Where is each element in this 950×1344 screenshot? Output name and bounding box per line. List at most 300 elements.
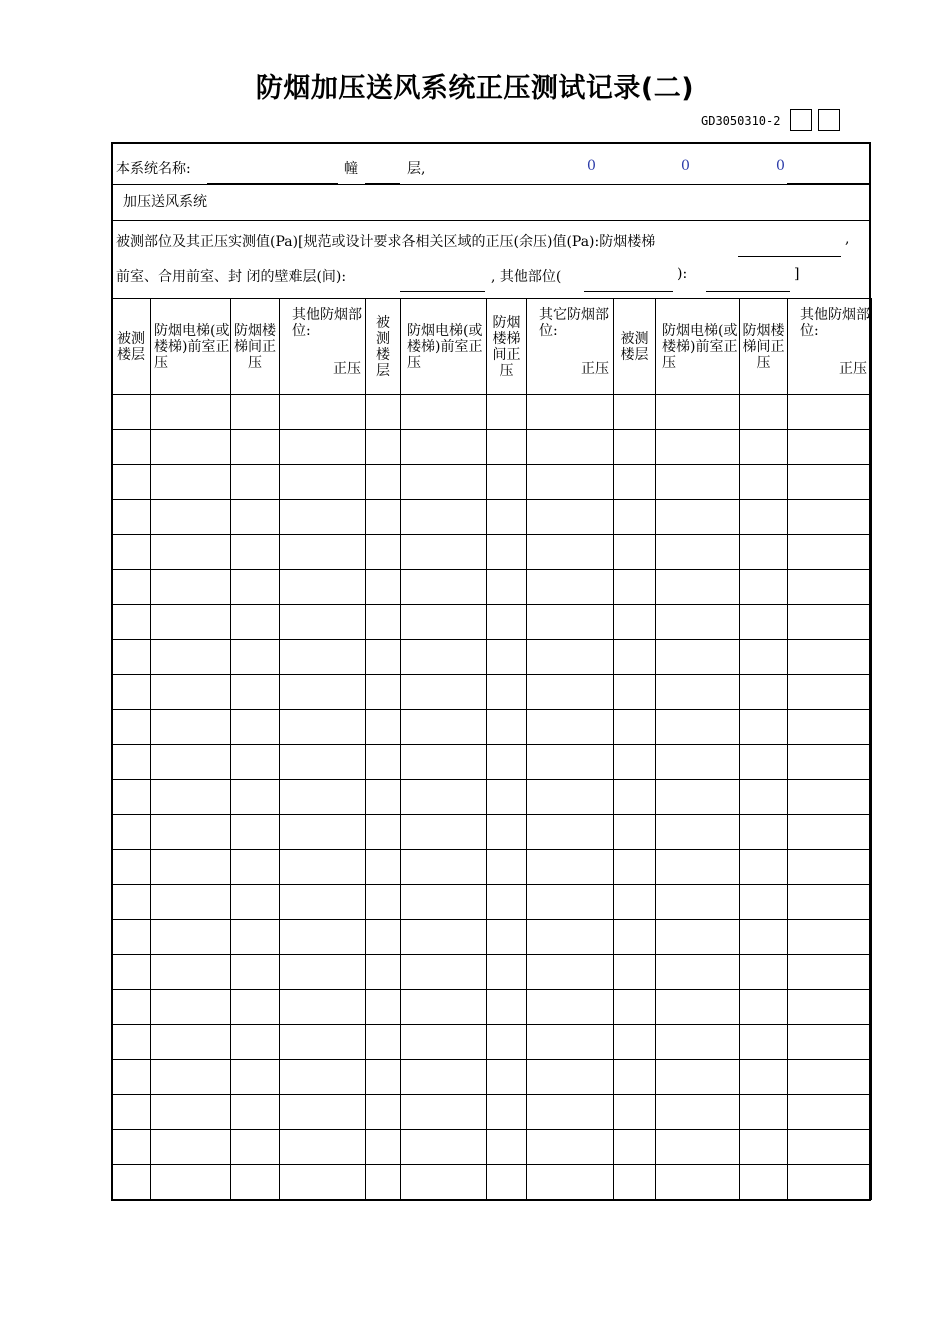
table-cell[interactable] (151, 745, 231, 780)
table-cell[interactable] (231, 815, 280, 850)
other-part-name-field[interactable] (584, 291, 673, 292)
table-cell[interactable] (366, 710, 401, 745)
table-cell[interactable] (487, 1095, 527, 1130)
form-code: GD3050310-2 (701, 114, 781, 128)
table-cell[interactable] (487, 885, 527, 920)
table-cell[interactable] (280, 710, 366, 745)
table-cell[interactable] (151, 710, 231, 745)
table-cell[interactable] (112, 640, 151, 675)
table-cell[interactable] (614, 1165, 656, 1200)
table-cell[interactable] (740, 745, 788, 780)
table-cell[interactable] (656, 605, 740, 640)
table-cell[interactable] (487, 780, 527, 815)
table-cell[interactable] (366, 1060, 401, 1095)
table-cell[interactable] (231, 780, 280, 815)
divider-2 (111, 220, 871, 221)
table-cell[interactable] (280, 955, 366, 990)
table-cell[interactable] (740, 955, 788, 990)
table-cell[interactable] (151, 465, 231, 500)
table-cell[interactable] (614, 535, 656, 570)
table-cell[interactable] (487, 430, 527, 465)
table-cell[interactable] (788, 430, 872, 465)
table-cell[interactable] (280, 675, 366, 710)
table-cell[interactable] (656, 465, 740, 500)
table-cell[interactable] (280, 430, 366, 465)
table-cell[interactable] (656, 570, 740, 605)
table-cell[interactable] (788, 640, 872, 675)
table-cell[interactable] (527, 1025, 614, 1060)
table-cell[interactable] (366, 955, 401, 990)
table-cell[interactable] (527, 850, 614, 885)
table-cell[interactable] (740, 430, 788, 465)
table-cell[interactable] (280, 535, 366, 570)
table-cell[interactable] (527, 430, 614, 465)
table-cell[interactable] (656, 1165, 740, 1200)
table-cell[interactable] (656, 850, 740, 885)
table-cell[interactable] (788, 990, 872, 1025)
table-cell[interactable] (401, 395, 487, 430)
table-cell[interactable] (614, 465, 656, 500)
table-cell[interactable] (788, 465, 872, 500)
table-cell[interactable] (112, 745, 151, 780)
table-cell[interactable] (151, 570, 231, 605)
system-name-label: 本系统名称: (116, 161, 191, 177)
table-cell[interactable] (788, 570, 872, 605)
table-cell[interactable] (401, 500, 487, 535)
table-cell[interactable] (151, 395, 231, 430)
table-cell[interactable] (614, 1060, 656, 1095)
table-cell[interactable] (614, 395, 656, 430)
table-cell[interactable] (788, 745, 872, 780)
table-cell[interactable] (656, 920, 740, 955)
table-cell[interactable] (112, 955, 151, 990)
building-field[interactable] (365, 183, 400, 184)
table-cell[interactable] (788, 1165, 872, 1200)
table-cell[interactable] (151, 535, 231, 570)
table-cell[interactable] (656, 1060, 740, 1095)
table-cell[interactable] (112, 885, 151, 920)
table-cell[interactable] (231, 605, 280, 640)
table-cell[interactable] (112, 570, 151, 605)
anteroom-field[interactable] (400, 291, 485, 292)
table-cell[interactable] (487, 710, 527, 745)
table-cell[interactable] (527, 605, 614, 640)
table-cell[interactable] (740, 500, 788, 535)
table-cell[interactable] (487, 850, 527, 885)
table-cell[interactable] (401, 465, 487, 500)
table-cell[interactable] (656, 1095, 740, 1130)
table-cell[interactable] (487, 1060, 527, 1095)
table-cell[interactable] (366, 920, 401, 955)
table-cell[interactable] (231, 990, 280, 1025)
table-cell[interactable] (112, 430, 151, 465)
table-row (112, 570, 872, 605)
table-cell[interactable] (614, 990, 656, 1025)
table-cell[interactable] (614, 640, 656, 675)
table-cell[interactable] (487, 1025, 527, 1060)
table-cell[interactable] (740, 780, 788, 815)
table-cell[interactable] (487, 395, 527, 430)
table-cell[interactable] (656, 710, 740, 745)
table-cell[interactable] (280, 1025, 366, 1060)
table-cell[interactable] (280, 920, 366, 955)
table-cell[interactable] (788, 1095, 872, 1130)
table-cell[interactable] (527, 920, 614, 955)
table-cell[interactable] (280, 570, 366, 605)
table-cell[interactable] (788, 1025, 872, 1060)
table-cell[interactable] (656, 500, 740, 535)
system-name-field[interactable] (207, 183, 338, 184)
system-extra-field[interactable] (787, 183, 869, 184)
table-cell[interactable] (280, 1165, 366, 1200)
table-cell[interactable] (614, 500, 656, 535)
table-cell[interactable] (788, 500, 872, 535)
table-cell[interactable] (487, 605, 527, 640)
table-cell[interactable] (788, 710, 872, 745)
table-cell[interactable] (112, 920, 151, 955)
table-cell[interactable] (112, 990, 151, 1025)
table-cell[interactable] (280, 990, 366, 1025)
table-cell[interactable] (401, 885, 487, 920)
table-cell[interactable] (366, 570, 401, 605)
table-cell[interactable] (280, 745, 366, 780)
table-cell[interactable] (231, 535, 280, 570)
table-cell[interactable] (656, 815, 740, 850)
table-cell[interactable] (280, 885, 366, 920)
table-cell[interactable] (527, 535, 614, 570)
table-cell[interactable] (527, 640, 614, 675)
table-cell[interactable] (740, 640, 788, 675)
table-cell[interactable] (401, 850, 487, 885)
table-cell[interactable] (366, 1025, 401, 1060)
table-cell[interactable] (487, 1165, 527, 1200)
table-cell[interactable] (614, 920, 656, 955)
table-cell[interactable] (151, 500, 231, 535)
table-cell[interactable] (366, 990, 401, 1025)
table-cell[interactable] (401, 605, 487, 640)
table-cell[interactable] (151, 990, 231, 1025)
table-cell[interactable] (487, 1130, 527, 1165)
table-cell[interactable] (740, 675, 788, 710)
table-cell[interactable] (112, 1130, 151, 1165)
table-cell[interactable] (656, 675, 740, 710)
table-cell[interactable] (231, 1130, 280, 1165)
table-cell[interactable] (151, 955, 231, 990)
code-box-2[interactable] (818, 109, 840, 131)
table-cell[interactable] (151, 605, 231, 640)
table-cell[interactable] (231, 1165, 280, 1200)
table-cell[interactable] (231, 465, 280, 500)
table-cell[interactable] (366, 640, 401, 675)
table-cell[interactable] (614, 710, 656, 745)
table-cell[interactable] (788, 885, 872, 920)
table-cell[interactable] (527, 1095, 614, 1130)
table-cell[interactable] (788, 605, 872, 640)
table-cell[interactable] (527, 710, 614, 745)
table-cell[interactable] (151, 1060, 231, 1095)
table-cell[interactable] (614, 1025, 656, 1060)
table-cell[interactable] (527, 465, 614, 500)
table-cell[interactable] (151, 430, 231, 465)
table-cell[interactable] (740, 710, 788, 745)
table-cell[interactable] (527, 570, 614, 605)
table-cell[interactable] (788, 395, 872, 430)
table-cell[interactable] (366, 535, 401, 570)
table-cell[interactable] (487, 920, 527, 955)
table-cell[interactable] (280, 780, 366, 815)
table-cell[interactable] (740, 920, 788, 955)
table-cell[interactable] (527, 675, 614, 710)
table-cell[interactable] (614, 675, 656, 710)
other-colon: ): (677, 266, 688, 282)
table-cell[interactable] (740, 465, 788, 500)
table-cell[interactable] (527, 780, 614, 815)
table-cell[interactable] (280, 500, 366, 535)
table-cell[interactable] (151, 1165, 231, 1200)
table-cell[interactable] (656, 745, 740, 780)
table-cell[interactable] (151, 1025, 231, 1060)
table-cell[interactable] (527, 815, 614, 850)
other-part-value-field[interactable] (706, 291, 790, 292)
table-cell[interactable] (788, 815, 872, 850)
table-cell[interactable] (112, 1095, 151, 1130)
table-cell[interactable] (527, 1060, 614, 1095)
table-cell[interactable] (280, 465, 366, 500)
table-cell[interactable] (527, 395, 614, 430)
table-cell[interactable] (280, 605, 366, 640)
table-cell[interactable] (401, 955, 487, 990)
table-cell[interactable] (366, 430, 401, 465)
table-cell[interactable] (527, 500, 614, 535)
table-cell[interactable] (401, 675, 487, 710)
header-other: 其他防烟部 位: 正压 (280, 299, 366, 395)
table-cell[interactable] (487, 675, 527, 710)
table-cell[interactable] (151, 850, 231, 885)
table-cell[interactable] (401, 990, 487, 1025)
table-cell[interactable] (401, 1060, 487, 1095)
table-cell[interactable] (112, 500, 151, 535)
table-cell[interactable] (366, 850, 401, 885)
table-cell[interactable] (788, 955, 872, 990)
table-cell[interactable] (151, 675, 231, 710)
table-cell[interactable] (231, 850, 280, 885)
table-cell[interactable] (280, 815, 366, 850)
table-cell[interactable] (231, 955, 280, 990)
table-cell[interactable] (366, 1165, 401, 1200)
table-cell[interactable] (656, 885, 740, 920)
table-cell[interactable] (112, 675, 151, 710)
table-cell[interactable] (740, 885, 788, 920)
table-cell[interactable] (112, 850, 151, 885)
table-cell[interactable] (280, 1060, 366, 1095)
table-cell[interactable] (527, 990, 614, 1025)
table-cell[interactable] (740, 1130, 788, 1165)
table-cell[interactable] (366, 815, 401, 850)
table-cell[interactable] (112, 1165, 151, 1200)
code-box-1[interactable] (790, 109, 812, 131)
table-cell[interactable] (527, 955, 614, 990)
table-cell[interactable] (614, 1095, 656, 1130)
table-cell[interactable] (231, 885, 280, 920)
table-cell[interactable] (614, 430, 656, 465)
table-cell[interactable] (740, 1095, 788, 1130)
table-row (112, 535, 872, 570)
table-cell[interactable] (656, 430, 740, 465)
table-cell[interactable] (656, 640, 740, 675)
table-cell[interactable] (614, 745, 656, 780)
table-cell[interactable] (151, 780, 231, 815)
table-cell[interactable] (366, 885, 401, 920)
table-cell[interactable] (112, 465, 151, 500)
table-cell[interactable] (112, 815, 151, 850)
table-cell[interactable] (740, 605, 788, 640)
table-cell[interactable] (527, 745, 614, 780)
table-cell[interactable] (614, 570, 656, 605)
table-cell[interactable] (151, 1130, 231, 1165)
table-cell[interactable] (151, 1095, 231, 1130)
table-cell[interactable] (401, 430, 487, 465)
table-cell[interactable] (401, 1130, 487, 1165)
table-cell[interactable] (788, 1060, 872, 1095)
header-stair: 防烟楼梯间正压 (231, 299, 280, 395)
table-cell[interactable] (231, 675, 280, 710)
table-cell[interactable] (231, 1060, 280, 1095)
table-cell[interactable] (740, 1060, 788, 1095)
table-cell[interactable] (788, 1130, 872, 1165)
table-cell[interactable] (527, 1165, 614, 1200)
table-cell[interactable] (614, 850, 656, 885)
table-cell[interactable] (401, 1025, 487, 1060)
system-type: 加压送风系统 (123, 194, 207, 210)
table-cell[interactable] (112, 710, 151, 745)
table-cell[interactable] (740, 1025, 788, 1060)
table-cell[interactable] (366, 745, 401, 780)
table-cell[interactable] (487, 500, 527, 535)
table-cell[interactable] (366, 605, 401, 640)
table-cell[interactable] (401, 535, 487, 570)
table-cell[interactable] (487, 465, 527, 500)
table-cell[interactable] (740, 1165, 788, 1200)
table-cell[interactable] (401, 780, 487, 815)
table-cell[interactable] (788, 850, 872, 885)
table-cell[interactable] (112, 1060, 151, 1095)
table-cell[interactable] (112, 1025, 151, 1060)
table-cell[interactable] (151, 815, 231, 850)
table-cell[interactable] (280, 850, 366, 885)
table-cell[interactable] (280, 1130, 366, 1165)
table-cell[interactable] (740, 850, 788, 885)
table-cell[interactable] (366, 395, 401, 430)
table-cell[interactable] (656, 535, 740, 570)
table-cell[interactable] (487, 745, 527, 780)
table-cell[interactable] (656, 1130, 740, 1165)
table-cell[interactable] (112, 780, 151, 815)
header-elevator: 防烟电梯(或楼梯)前室正压 (151, 299, 231, 395)
table-cell[interactable] (151, 640, 231, 675)
table-cell[interactable] (401, 920, 487, 955)
table-cell[interactable] (614, 605, 656, 640)
table-cell[interactable] (487, 535, 527, 570)
table-cell[interactable] (366, 780, 401, 815)
table-cell[interactable] (788, 535, 872, 570)
table-cell[interactable] (151, 920, 231, 955)
table-cell[interactable] (401, 1165, 487, 1200)
table-cell[interactable] (614, 955, 656, 990)
table-cell[interactable] (788, 920, 872, 955)
table-cell[interactable] (788, 675, 872, 710)
table-cell[interactable] (740, 815, 788, 850)
table-cell[interactable] (487, 570, 527, 605)
table-cell[interactable] (487, 815, 527, 850)
table-cell[interactable] (231, 500, 280, 535)
table-cell[interactable] (366, 500, 401, 535)
table-cell[interactable] (366, 1095, 401, 1130)
table-cell[interactable] (112, 605, 151, 640)
table-cell[interactable] (614, 780, 656, 815)
table-cell[interactable] (656, 990, 740, 1025)
table-cell[interactable] (401, 640, 487, 675)
table-cell[interactable] (401, 815, 487, 850)
table-cell[interactable] (487, 955, 527, 990)
table-row (112, 1165, 872, 1200)
floor-label: 层, (407, 161, 426, 177)
table-cell[interactable] (656, 1025, 740, 1060)
table-cell[interactable] (527, 885, 614, 920)
table-cell[interactable] (487, 640, 527, 675)
table-cell[interactable] (401, 745, 487, 780)
table-cell[interactable] (401, 1095, 487, 1130)
table-cell[interactable] (656, 395, 740, 430)
table-cell[interactable] (740, 570, 788, 605)
table-cell[interactable] (231, 640, 280, 675)
stair-pressure-field[interactable] (738, 256, 841, 257)
table-cell[interactable] (614, 1130, 656, 1165)
table-cell[interactable] (366, 465, 401, 500)
table-cell[interactable] (231, 710, 280, 745)
table-cell[interactable] (614, 885, 656, 920)
table-cell[interactable] (740, 395, 788, 430)
table-cell[interactable] (401, 570, 487, 605)
header-floor: 被测楼层 (112, 299, 151, 395)
table-cell[interactable] (401, 710, 487, 745)
table-row (112, 1060, 872, 1095)
table-cell[interactable] (280, 640, 366, 675)
table-cell[interactable] (231, 1025, 280, 1060)
table-cell[interactable] (231, 920, 280, 955)
table-cell[interactable] (487, 990, 527, 1025)
table-cell[interactable] (151, 885, 231, 920)
table-cell[interactable] (656, 780, 740, 815)
table-cell[interactable] (614, 815, 656, 850)
table-cell[interactable] (231, 745, 280, 780)
table-cell[interactable] (656, 955, 740, 990)
table-cell[interactable] (112, 395, 151, 430)
table-cell[interactable] (740, 990, 788, 1025)
table-cell[interactable] (740, 535, 788, 570)
table-cell[interactable] (280, 395, 366, 430)
table-cell[interactable] (527, 1130, 614, 1165)
table-cell[interactable] (231, 430, 280, 465)
table-cell[interactable] (788, 780, 872, 815)
table-cell[interactable] (366, 675, 401, 710)
table-cell[interactable] (231, 395, 280, 430)
table-cell[interactable] (280, 1095, 366, 1130)
table-row (112, 640, 872, 675)
table-cell[interactable] (112, 535, 151, 570)
table-cell[interactable] (231, 570, 280, 605)
table-cell[interactable] (366, 1130, 401, 1165)
table-cell[interactable] (231, 1095, 280, 1130)
